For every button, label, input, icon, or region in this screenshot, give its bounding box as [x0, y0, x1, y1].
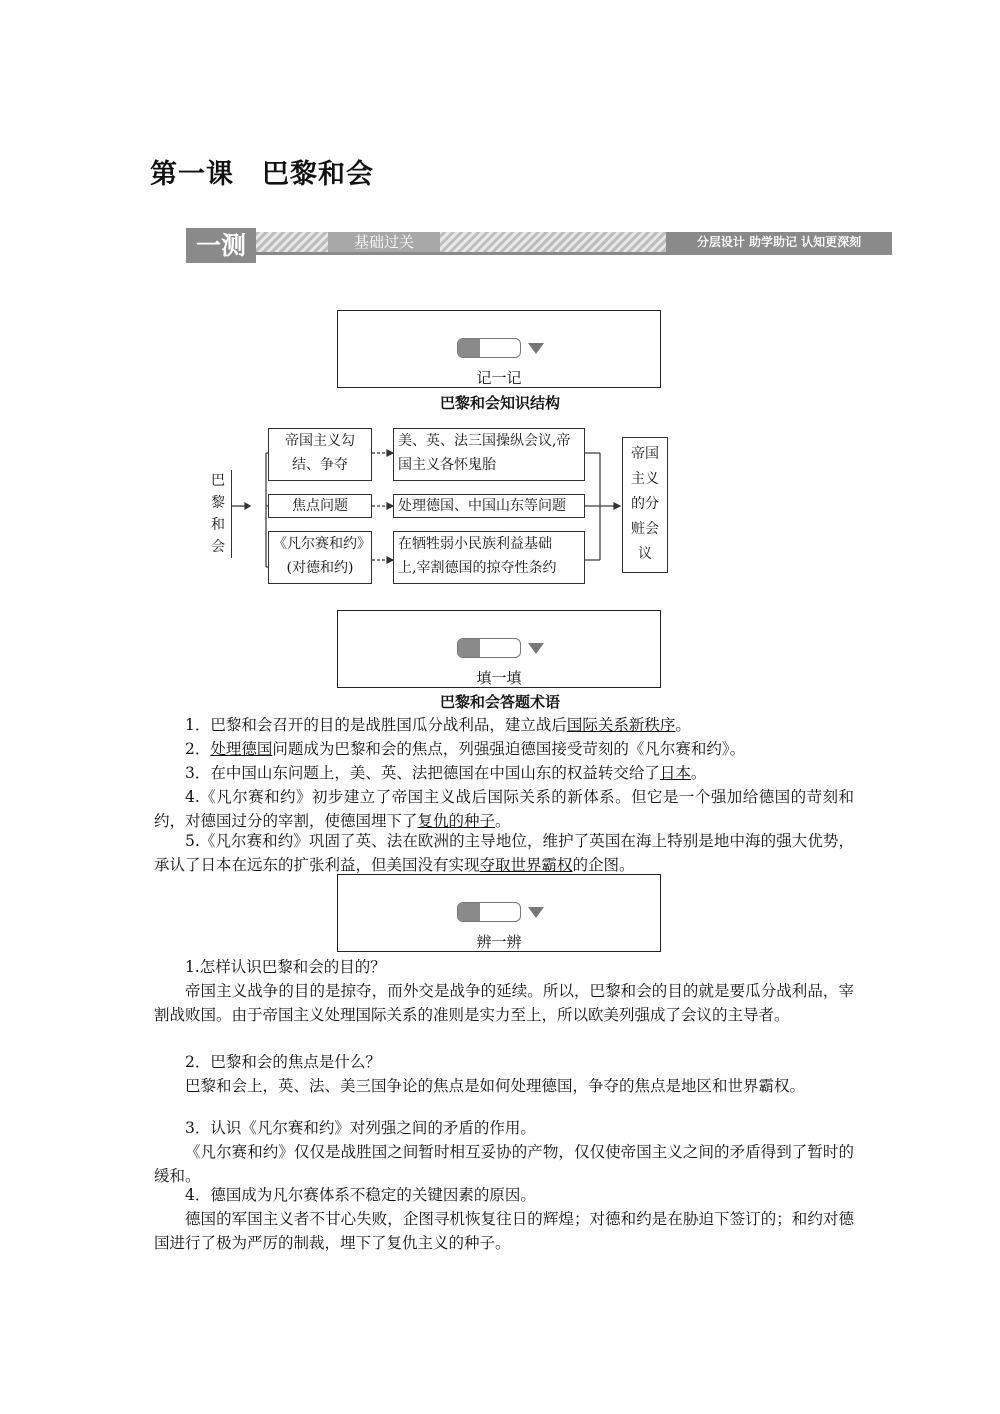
triangle-down-icon	[528, 907, 544, 918]
diagram-result-line: 帝国	[631, 446, 659, 462]
fill-text: 1．巴黎和会召开的目的是战胜国瓜分战利品，建立战后	[185, 716, 567, 734]
fill-text: 。	[495, 812, 511, 830]
diagram-topic-line: 结、争夺	[292, 457, 348, 473]
fill-text: 的企图。	[572, 856, 635, 874]
diagram-detail-line: 在牺牲弱小民族利益基础	[398, 536, 552, 552]
triangle-down-icon	[528, 643, 544, 654]
fill-item	[154, 737, 854, 761]
diagram-detail	[393, 494, 585, 518]
diagram-topic-line: 焦点问题	[292, 498, 348, 514]
answer: 巴黎和会上，英、法、美三国争论的焦点是如何处理德国，争夺的焦点是地区和世界霸权。	[185, 1077, 806, 1095]
fill-text: 。	[690, 764, 707, 782]
section-box-jiyiji	[337, 310, 661, 388]
fill-answer: 夺取世界霸权	[479, 856, 573, 874]
diagram-result-line: 赃会	[631, 521, 659, 537]
section-banner	[186, 228, 892, 263]
diagram-result-line: 的分	[631, 496, 659, 512]
fill-answer: 复仇的种子	[417, 812, 496, 830]
question: 4．德国成为凡尔赛体系不稳定的关键因素的原因。	[185, 1186, 536, 1204]
diagram-detail-line: 处理德国、中国山东等问题	[398, 498, 566, 514]
fill-answer: 处理德国	[210, 740, 273, 758]
diagram-topic-line: 帝国主义勾	[285, 433, 355, 449]
tag-pill-icon	[457, 638, 521, 658]
diagram-topic	[268, 428, 372, 481]
answer: 《凡尔赛和约》仅仅是战胜国之间暂时相互妥协的产物，仅仅使帝国主义之间的矛盾得到了暂时的缓和。	[154, 1143, 854, 1185]
fill-text: 问题成为巴黎和会的焦点，列强强迫德国接受苛刻的《凡尔赛和约》。	[272, 740, 746, 758]
fill-text: 。	[675, 716, 691, 734]
banner-middle-label: 基础过关	[328, 232, 440, 252]
fill-item	[154, 761, 854, 785]
diagram-detail-line: 上,宰割德国的掠夺性条约	[398, 560, 557, 576]
question: 2．巴黎和会的焦点是什么？	[185, 1053, 381, 1071]
fill-answer: 国际关系新秩序	[566, 716, 676, 734]
diagram-topic-line: 《凡尔赛和约》	[273, 536, 371, 552]
section-box-bianyibian	[337, 874, 661, 952]
banner-right-label: 分层设计 助学助记 认知更深刻	[666, 232, 892, 252]
section-box-tianyitian	[337, 610, 661, 688]
tag-pill-icon	[457, 338, 521, 358]
question: 1.怎样认识巴黎和会的目的？	[185, 958, 386, 976]
diagram-result	[622, 437, 668, 573]
diagram-result-line: 主义	[631, 471, 659, 487]
page-title: 第一课 巴黎和会	[150, 159, 374, 190]
section-subtitle: 巴黎和会知识结构	[439, 394, 560, 412]
section-subtitle: 巴黎和会答题术语	[439, 693, 560, 711]
fill-text: 2．	[185, 740, 211, 758]
fill-item	[154, 785, 854, 833]
fill-item	[154, 829, 854, 877]
diagram-detail	[393, 428, 585, 481]
fill-text: 5.《凡尔赛和约》巩固了英、法在欧洲的主导地位，维护了英国在海上特别是地中海的强大优势，承认了日本在远东的扩张利益，但美国没有实现	[154, 832, 854, 874]
diagram-root: 巴黎和会	[209, 470, 232, 558]
section-label: 记一记	[476, 369, 522, 387]
banner-underline	[256, 252, 892, 255]
diagram-result-line: 议	[638, 546, 652, 562]
banner-left-label: 一测	[186, 228, 256, 263]
tag-pill-icon	[457, 902, 521, 922]
diagram-topic	[268, 494, 372, 518]
section-label: 填一填	[476, 669, 522, 687]
answer: 德国的军国主义者不甘心失败，企图寻机恢复往日的辉煌；对德和约是在胁迫下签订的；和约对德国进行了极为严厉的制裁，埋下了复仇主义的种子。	[154, 1210, 854, 1252]
fill-item	[154, 713, 854, 737]
fill-text: 4.《凡尔赛和约》初步建立了帝国主义战后国际关系的新体系。但它是一个强加给德国的苛刻和约，对德国过分的宰割，使德国埋下了	[154, 788, 854, 830]
diagram-detail	[393, 531, 585, 584]
diagram-topic	[268, 531, 372, 584]
diagram-detail-line: 国主义各怀鬼胎	[398, 457, 496, 473]
section-label: 辨一辨	[476, 933, 522, 951]
answer: 帝国主义战争的目的是掠夺，而外交是战争的延续。所以，巴黎和会的目的就是要瓜分战利品，宰割战败国。由于帝国主义处理国际关系的准则是实力至上，所以欧美列强成了会议的主导者。	[154, 982, 854, 1024]
question: 3．认识《凡尔赛和约》对列强之间的矛盾的作用。	[185, 1119, 536, 1137]
diagram-detail-line: 美、英、法三国操纵会议,帝	[398, 433, 571, 449]
fill-text: 3．在中国山东问题上，美、英、法把德国在中国山东的权益转交给了	[185, 764, 660, 782]
triangle-down-icon	[528, 343, 544, 354]
diagram-topic-line: (对德和约)	[286, 560, 354, 576]
fill-answer: 日本	[659, 764, 691, 782]
